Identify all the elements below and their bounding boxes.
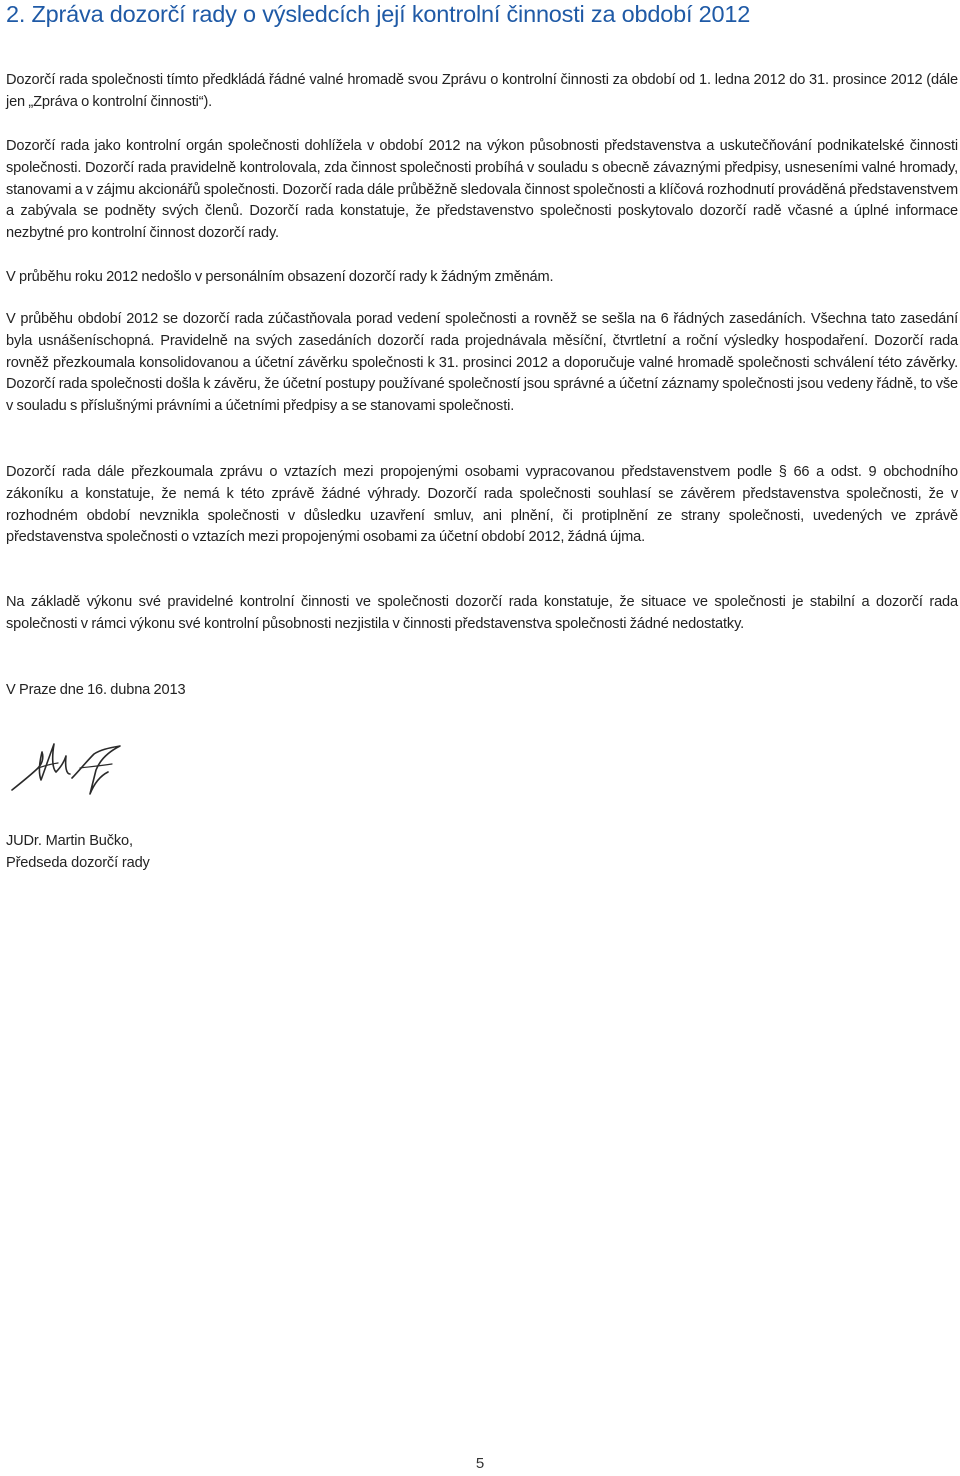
paragraph-meetings: V průběhu období 2012 se dozorčí rada zúčastňovala porad vedení společnosti a rovněž se sešla na 6 řádných zasedáních. Všechna tato zasedání byla usnášeníschopná. Pravidelně na svých zasedáních dozorčí rada projednávala měsíční, čtvrtletní a roční výsledky hospodaření. Dozorčí rada rovněž přezkoumala konsolidovanou a účetní závěrku společnosti k 31. prosinci 2012 a doporučuje valné hromadě společnosti schválení této závěrky. Dozorčí rada společnosti došla k závěru, že účetní postupy používané společností jsou správné a účetní záznamy společnosti jsou vedeny řádně, to vše v souladu s příslušnými právními a účetními předpisy a se stanovami společnosti. bbox=[6, 311, 958, 415]
paragraph-related-parties: Dozorčí rada dále přezkoumala zprávu o vztazích mezi propojenými osobami vypracovanou představenstvem podle § 66 a odst. 9 obchodního zákoníku a konstatuje, že nemá k této zprávě žádné výhrady. Dozorčí rada společnosti souhlasí se závěrem představenstva společnosti, že v rozhodném období nevznikla společnosti v důsledku uzavření smluv, ani plnění, či protiplnění ze strany společnosti, uvedených ve zprávě představenstva společnosti o vztazích mezi propojenými osobami za účetní období 2012, žádná újma. bbox=[6, 464, 958, 546]
document-page bbox=[6, 0, 958, 871]
page-number: 5 bbox=[475, 1455, 485, 1472]
paragraph-supervision: Dozorčí rada jako kontrolní orgán společnosti dohlížela v období 2012 na výkon působnosti představenstva a uskutečňování podnikatelské činnosti společnosti. Dozorčí rada pravidelně kontrolovala, zda činnost společnosti probíhá v souladu s obecně závaznými předpisy, usneseními valné hromady, stanovami a v zájmu akcionářů společnosti. Dozorčí rada dále průběžně sledovala činnost společnosti a klíčová rozhodnutí prováděná představenstvem a zabývala se podněty svých členů. Dozorčí rada konstatuje, že představenstvo společnosti poskytovalo dozorčí radě včasné a úplné informace nezbytné pro kontrolní činnost dozorčí rady. bbox=[6, 138, 958, 242]
section-heading: 2. Zpráva dozorčí rady o výsledcích její kontrolní činnosti za období 2012 bbox=[6, 1, 751, 27]
signature-image bbox=[8, 738, 126, 798]
paragraph-conclusion: Na základě výkonu své pravidelné kontrolní činnosti ve společnosti dozorčí rada konstatuje, že situace ve společnosti je stabilní a dozorčí rada společnosti v rámci výkonu své kontrolní působnosti nezjistila v činnosti představenstva společnosti žádné nedostatky. bbox=[6, 594, 958, 632]
signer-name: JUDr. Martin Bučko, bbox=[6, 833, 133, 849]
signer-block bbox=[6, 831, 150, 875]
signer-role: Předseda dozorčí rady bbox=[6, 854, 150, 871]
place-and-date: V Praze dne 16. dubna 2013 bbox=[6, 682, 186, 698]
paragraph-personnel: V průběhu roku 2012 nedošlo v personálním obsazení dozorčí rady k žádným změnám. bbox=[6, 269, 554, 285]
paragraph-intro: Dozorčí rada společnosti tímto předkládá řádné valné hromadě svou Zprávu o kontrolní činnosti za období od 1. ledna 2012 do 31. prosince 2012 (dále jen „Zpráva o kontrolní činnosti“). bbox=[6, 72, 958, 110]
